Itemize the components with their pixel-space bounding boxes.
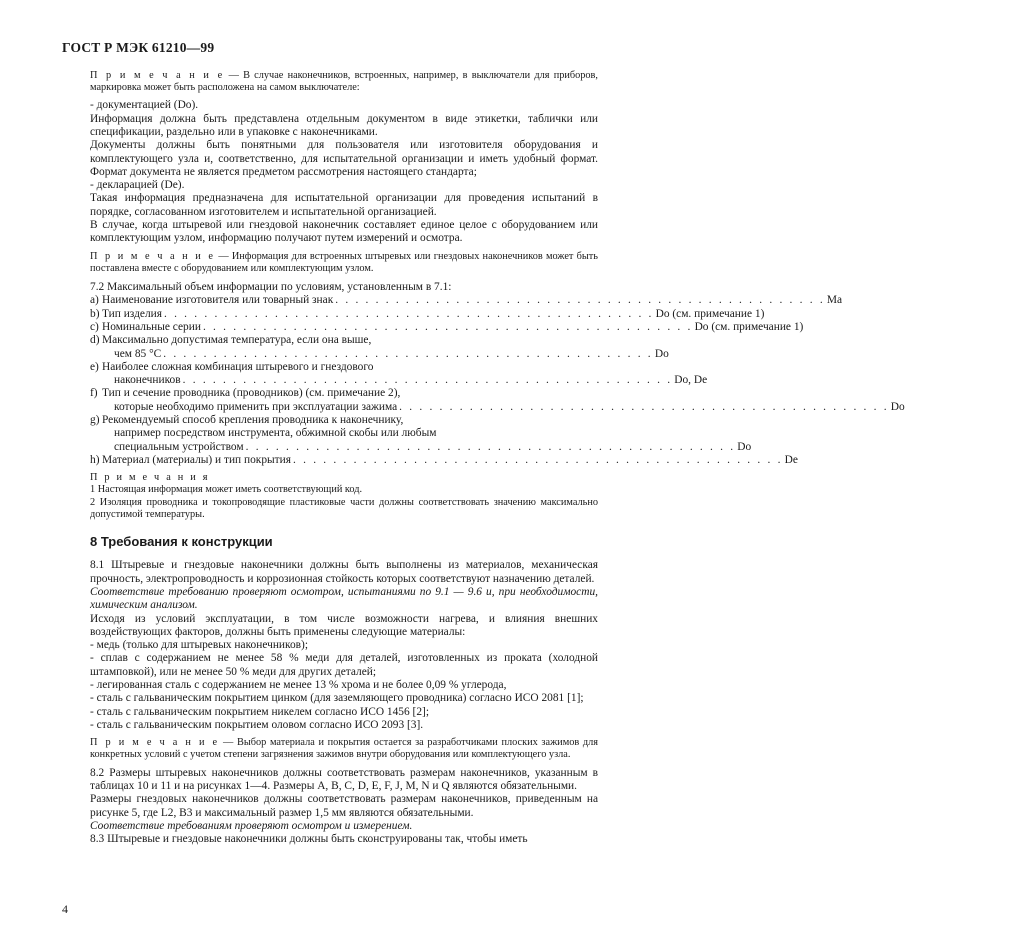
- doc-line-do: - документацией (Do).: [90, 99, 199, 112]
- check-requirement-1: Соответствие требованию проверяют осмотром, испытаниями по 9.1 — 9.6 и, при необходимости, химическим анализом.: [90, 585, 598, 612]
- note-built-in-marking: [90, 70, 598, 94]
- material-item-5: - сталь с гальваническим покрытием никелем согласно ИСО 1456 [2];: [90, 705, 429, 718]
- info-item-c: c) Номинальные серии . . . . . . . . . . . . . . . . . . . . . . . . . . . . . . . . . . . . . . . . . . . . . . . . . Do (см. примечание 1): [90, 320, 804, 333]
- material-item-1: - медь (только для штыревых наконечников);: [90, 639, 309, 652]
- note-item-1: 1 Настоящая информация может иметь соответствующий код.: [90, 484, 363, 496]
- info-item-h: h) Материал (материалы) и тип покрытия . . . . . . . . . . . . . . . . . . . . . . . . . . . . . . . . . . . . . . . . . . . . . . . . . De: [90, 453, 798, 466]
- info-list: [90, 294, 905, 467]
- info-item-a: a) Наименование изготовителя или товарный знак . . . . . . . . . . . . . . . . . . . . . . . . . . . . . . . . . . . . . . . . . . . . . . . . . Ma: [90, 294, 843, 307]
- check-requirement-2: Соответствие требованиям проверяют осмотром и измерением.: [90, 819, 413, 832]
- info-item-b: b) Тип изделия . . . . . . . . . . . . . . . . . . . . . . . . . . . . . . . . . . . . . . . . . . . . . . . . . Do (см. примечание 1): [90, 307, 765, 320]
- material-item-6: - сталь с гальваническим покрытием оловом согласно ИСО 2093 [3].: [90, 718, 424, 731]
- material-item-3: - легированная сталь с содержанием не менее 13 % хрома и не более 0,09 % углерода,: [90, 679, 507, 692]
- note-integrated-info: [90, 251, 598, 275]
- material-item-2: - сплав с содержанием не менее 58 % меди для деталей, изготовленных из проката (холодной штамповкой), или не менее 50 % меди для других деталей;: [90, 652, 598, 678]
- section-8-2: 8.2 Размеры штыревых наконечников должны соответствовать размерам наконечников, указанным в таблицах 10 и 11 и на рисунках 1—4. Размеры A, B, C, D, E, F, J, M, N и Q являются обязательными.: [90, 766, 598, 792]
- doc-paragraph-1: Информация должна быть представлена отдельным документом в виде этикетки, таблички или спецификации, раздельно или в упаковке с наконечниками.: [90, 112, 598, 138]
- section-7-2-intro: 7.2 Максимальный объем информации по условиям, установленным в 7.1:: [90, 281, 452, 294]
- note-item-2: 2 Изоляция проводника и токопроводящие пластиковые части должны соответствовать значению максимально допустимой температуры.: [90, 496, 598, 520]
- note-material-choice: П р и м е ч а н и е — Выбор материала и покрытия остается за разработчиками плоских зажимов для конкретных условий с учетом степени загрязнения зажимов внутри оборудования или комплектующего узла.: [90, 737, 598, 761]
- info-item-e: e) Наиболее сложная комбинация штыревого и гнездового наконечников . . . . . . . . . . . . . . . . . . . . . . . . . . . . . . . . . . . . . . . . . . . . . . . . . Do, De: [90, 360, 708, 387]
- note-text: — В случае наконечников, встроенных, например, в выключатели для приборов, маркировка может быть расположена на самом выключателе:: [90, 70, 598, 94]
- info-item-d: d) Максимально допустимая температура, если она выше, чем 85 °C . . . . . . . . . . . . . . . . . . . . . . . . . . . . . . . . . . . . . . . . . . . . . . . . . Do: [90, 334, 669, 360]
- materials-intro: Исходя из условий эксплуатации, в том числе возможности нагрева, и влияния внешних воздействующих факторов, должны быть применены следующие материалы:: [90, 612, 598, 638]
- section-8-title: 8 Требования к конструкции: [90, 534, 273, 550]
- note-label: П р и м е ч а н и е: [90, 250, 216, 262]
- info-item-g: g) Рекомендуемый способ крепления проводника к наконечнику, например посредством инструмента, обжимной скобы или любым специальным устройством . . . . . . . . . . . . . . . . . . . . . . . . . . . . . . . . . . . . . . . . . . . . . . . . . Do: [90, 414, 752, 453]
- doc-paragraph-2: Документы должны быть понятными для пользователя или изготовителя оборудования и комплектующего узла и, соответственно, для испытательной организации и иметь удобный формат. Формат документа не является предметом рассмотрения настоящего стандарта;: [90, 139, 598, 178]
- page-content: [90, 70, 905, 846]
- standard-code-header: ГОСТ Р МЭК 61210—99: [62, 40, 215, 55]
- doc-paragraph-3: Такая информация предназначена для испытательной организации для проведения испытаний в порядке, согласованном изготовителем и испытательной организацией.: [90, 192, 598, 218]
- section-8-1: 8.1 Штыревые и гнездовые наконечники должны быть выполнены из материалов, механическая прочность, электропроводность и коррозионная стойкость которых соответствуют назначению деталей.: [90, 559, 598, 585]
- notes-heading: П р и м е ч а н и я: [90, 472, 210, 484]
- note-text: — Информация для встроенных штыревых или гнездовых наконечников может быть поставлена вместе с оборудованием или комплектующим узлом.: [90, 250, 598, 274]
- doc-paragraph-4: В случае, когда штыревой или гнездовой наконечник составляет единое целое с оборудованием или комплектующим узлом, информацию получают путем измерений и осмотра.: [90, 219, 598, 245]
- page-number: 4: [62, 902, 68, 916]
- section-8-3: 8.3 Штыревые и гнездовые наконечники должны быть сконструированы так, чтобы иметь: [90, 833, 528, 846]
- socket-dimensions: Размеры гнездовых наконечников должны соответствовать размерам наконечников, приведенным на рисунке 5, где L2, B3 и максимальный размер 1,5 мм являются обязательными.: [90, 793, 598, 819]
- note-label: П р и м е ч а н и е: [90, 70, 225, 81]
- material-item-4: - сталь с гальваническим покрытием цинком (для заземляющего проводника) согласно ИСО 2081 [1];: [90, 692, 584, 705]
- info-item-f: f) Тип и сечение проводника (проводников) (см. примечание 2), которые необходимо применить при эксплуатации зажима . . . . . . . . . . . . . . . . . . . . . . . . . . . . . . . . . . . . . . . . . . . . . . . . . Do: [90, 387, 905, 413]
- doc-line-de: - декларацией (De).: [90, 179, 185, 192]
